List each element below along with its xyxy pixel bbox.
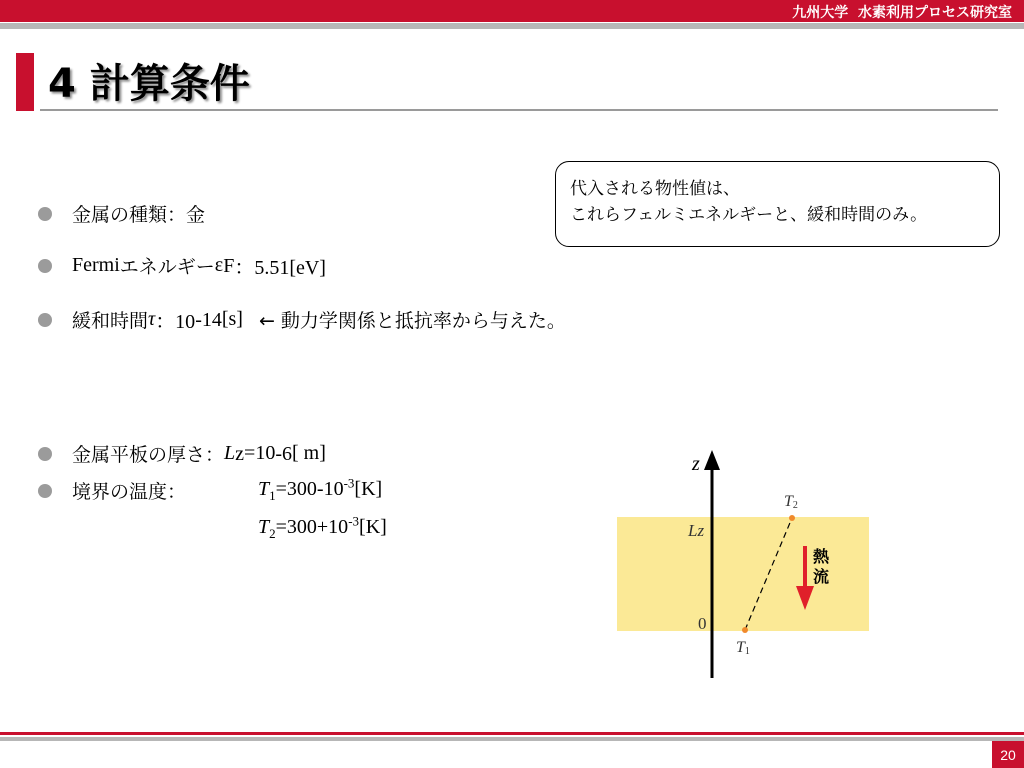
bullet-dot-icon bbox=[38, 447, 52, 461]
thickness-symbol: L bbox=[224, 442, 236, 464]
lab-name: 九州大学 水素利用プロセス研究室 bbox=[792, 5, 1012, 21]
bullet-metal-type bbox=[38, 200, 205, 227]
heat-label-char1: 熱 bbox=[813, 547, 830, 566]
slide-title: 4 計算条件 bbox=[48, 61, 250, 107]
t1-subscript: 1 bbox=[269, 488, 276, 503]
heat-label-char2: 流 bbox=[813, 567, 830, 586]
t2-unit: [K] bbox=[359, 516, 387, 538]
bullet-dot-icon bbox=[38, 313, 52, 327]
t1-point bbox=[742, 627, 748, 633]
bullet-relaxation-time: 緩和時間 τ ：10 -14 [s] ← 動力学関係と抵抗率から与えた。 bbox=[38, 305, 566, 334]
relax-symbol: τ bbox=[148, 308, 156, 330]
fermi-prefix: Fermi bbox=[72, 254, 120, 276]
lz-label: Lz bbox=[688, 521, 705, 540]
header-bar bbox=[0, 0, 1024, 22]
t1-symbol: T bbox=[258, 478, 270, 500]
thickness-value: =10 bbox=[244, 442, 276, 464]
title-accent-bar bbox=[16, 53, 34, 111]
title-underline bbox=[40, 109, 998, 111]
t2-diagram-label: T2 bbox=[784, 493, 798, 511]
footer-red-rule bbox=[0, 732, 1024, 735]
t1-unit: [K] bbox=[354, 478, 383, 500]
thickness-colon: ： bbox=[205, 444, 225, 466]
thickness-label: 金属平板の厚さ bbox=[72, 444, 206, 466]
footer-gray-rule bbox=[0, 737, 1024, 741]
t2-subscript: 2 bbox=[269, 526, 276, 541]
bullet-dot-icon bbox=[38, 259, 52, 273]
callout-line-2: これらフェルミエネルギーと、緩和時間のみ。 bbox=[570, 205, 928, 225]
t2-line bbox=[258, 513, 387, 541]
zero-label: 0 bbox=[698, 614, 707, 633]
bullet-fermi-energy: Fermi エネルギー ε F ：5.51[eV] bbox=[38, 251, 326, 280]
t2-value: =300+10 bbox=[275, 516, 349, 538]
fermi-label: エネルギー bbox=[119, 256, 215, 278]
t1-exponent: -3 bbox=[343, 475, 355, 491]
relax-note: ← 動力学関係と抵抗率から与えた。 bbox=[258, 310, 566, 332]
bullet-dot-icon bbox=[38, 484, 52, 498]
heat-flow-diagram bbox=[600, 440, 890, 690]
relax-label: 緩和時間 bbox=[72, 310, 149, 332]
z-axis-arrowhead-icon bbox=[704, 450, 720, 470]
boundary-label: 境界の温度 bbox=[72, 481, 168, 503]
t2-exponent: -3 bbox=[348, 513, 360, 529]
header-divider bbox=[0, 23, 1024, 29]
fermi-symbol: ε bbox=[214, 254, 224, 276]
metal-type-text: 金属の種類：金 bbox=[72, 204, 206, 226]
metal-slab bbox=[617, 517, 869, 631]
callout-box bbox=[555, 161, 1000, 247]
relax-value: ：10 bbox=[155, 311, 196, 333]
thickness-unit: [ m] bbox=[292, 442, 326, 464]
page-number: 20 bbox=[992, 741, 1024, 768]
t1-diagram-label: T1 bbox=[736, 639, 750, 657]
callout-line-1: 代入される物性値は、 bbox=[570, 179, 740, 199]
t2-symbol: T bbox=[258, 516, 270, 538]
bullet-dot-icon bbox=[38, 207, 52, 221]
fermi-value: ：5.51[eV] bbox=[234, 257, 326, 279]
bullet-plate-thickness: 金属平板の厚さ ： L z =10 -6 [ m] bbox=[38, 440, 326, 467]
t2-point bbox=[789, 515, 795, 521]
t1-value: =300-10 bbox=[275, 478, 344, 500]
t1-line bbox=[258, 475, 383, 503]
relax-unit: [s] bbox=[221, 308, 243, 330]
boundary-colon: ： bbox=[167, 481, 187, 503]
z-axis-label: z bbox=[692, 453, 700, 475]
bullet-boundary-temperature bbox=[38, 477, 186, 504]
